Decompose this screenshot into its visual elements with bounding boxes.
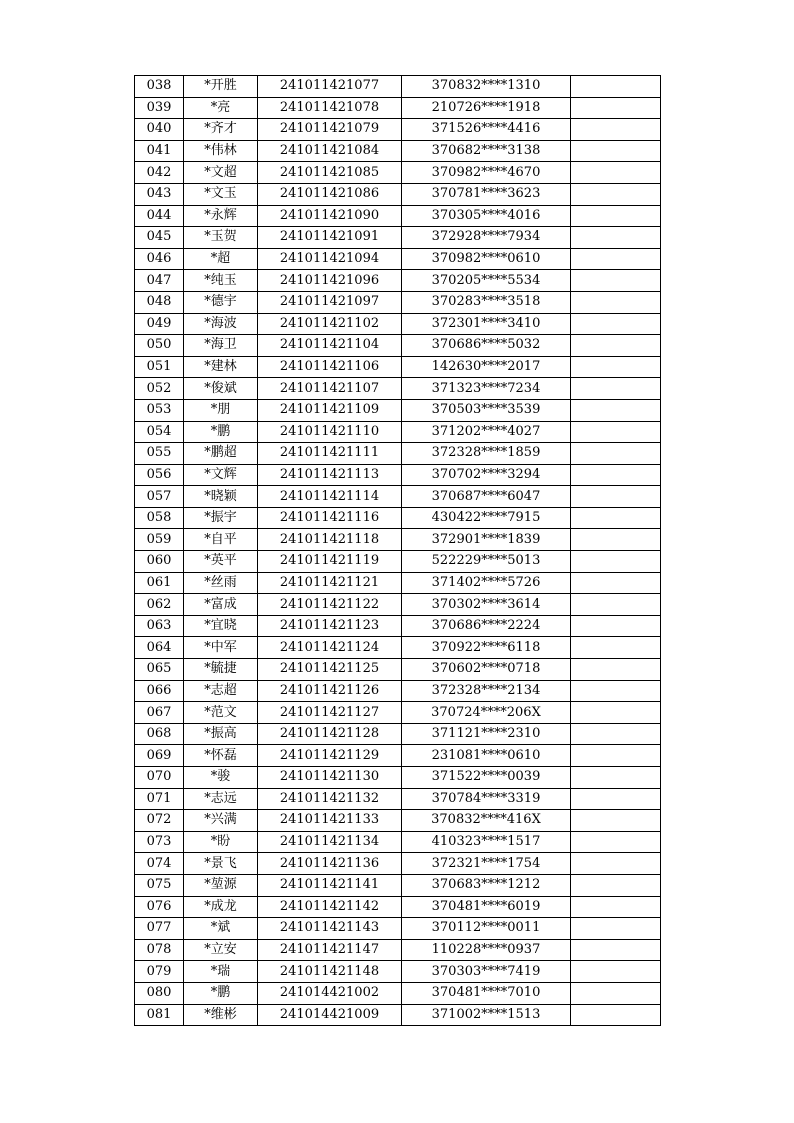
id-card-cell: 370205****5534 [402,270,571,292]
remark-cell [571,399,661,421]
id-card-cell: 370503****3539 [402,399,571,421]
name-cell: *海卫 [184,335,258,357]
remark-cell [571,896,661,918]
serial-number-cell: 064 [135,637,184,659]
remark-cell [571,378,661,400]
remark-cell [571,443,661,465]
serial-number-cell: 056 [135,464,184,486]
remark-cell [571,572,661,594]
remark-cell [571,464,661,486]
exam-id-cell: 241011421128 [258,723,402,745]
table-row [135,162,661,184]
table-row [135,76,661,98]
serial-number-cell: 079 [135,961,184,983]
remark-cell [571,874,661,896]
name-cell: *怀磊 [184,745,258,767]
serial-number-cell: 041 [135,140,184,162]
serial-number-cell: 061 [135,572,184,594]
exam-id-cell: 241011421090 [258,205,402,227]
remark-cell [571,119,661,141]
table-row [135,486,661,508]
table-row [135,896,661,918]
remark-cell [571,162,661,184]
name-cell: *超 [184,248,258,270]
serial-number-cell: 062 [135,594,184,616]
table-row [135,356,661,378]
remark-cell [571,702,661,724]
id-card-cell: 371323****7234 [402,378,571,400]
name-cell: *骏 [184,767,258,789]
exam-id-cell: 241011421126 [258,680,402,702]
name-cell: *立安 [184,939,258,961]
id-card-cell: 370302****3614 [402,594,571,616]
exam-id-cell: 241011421091 [258,227,402,249]
exam-id-cell: 241011421122 [258,594,402,616]
exam-id-cell: 241011421142 [258,896,402,918]
exam-id-cell: 241011421123 [258,615,402,637]
name-cell: *玉贺 [184,227,258,249]
name-cell: *盼 [184,831,258,853]
id-card-cell: 370481****6019 [402,896,571,918]
id-card-cell: 370832****1310 [402,76,571,98]
id-card-cell: 430422****7915 [402,507,571,529]
remark-cell [571,637,661,659]
table-row [135,248,661,270]
serial-number-cell: 073 [135,831,184,853]
id-card-cell: 370702****3294 [402,464,571,486]
id-card-cell: 370283****3518 [402,291,571,313]
id-card-cell: 370305****4016 [402,205,571,227]
remark-cell [571,853,661,875]
table-row [135,637,661,659]
name-cell: *伟林 [184,140,258,162]
remark-cell [571,291,661,313]
serial-number-cell: 080 [135,982,184,1004]
serial-number-cell: 067 [135,702,184,724]
id-card-cell: 110228****0937 [402,939,571,961]
serial-number-cell: 040 [135,119,184,141]
id-card-cell: 372901****1839 [402,529,571,551]
table-row [135,918,661,940]
table-row [135,982,661,1004]
id-card-cell: 370922****6118 [402,637,571,659]
id-card-cell: 370682****3138 [402,140,571,162]
serial-number-cell: 048 [135,291,184,313]
id-card-cell: 370481****7010 [402,982,571,1004]
id-card-cell: 370982****4670 [402,162,571,184]
id-card-cell: 370686****2224 [402,615,571,637]
serial-number-cell: 058 [135,507,184,529]
name-cell: *志超 [184,680,258,702]
id-card-cell: 370602****0718 [402,659,571,681]
serial-number-cell: 051 [135,356,184,378]
id-card-cell: 142630****2017 [402,356,571,378]
exam-id-cell: 241011421104 [258,335,402,357]
exam-id-cell: 241011421141 [258,874,402,896]
id-card-cell: 370832****416X [402,810,571,832]
exam-id-cell: 241011421124 [258,637,402,659]
exam-id-cell: 241011421121 [258,572,402,594]
remark-cell [571,248,661,270]
name-cell: *亮 [184,97,258,119]
exam-id-cell: 241011421134 [258,831,402,853]
exam-id-cell: 241011421133 [258,810,402,832]
name-cell: *文超 [184,162,258,184]
name-cell: *文玉 [184,183,258,205]
serial-number-cell: 047 [135,270,184,292]
name-cell: *兴满 [184,810,258,832]
exam-id-cell: 241011421143 [258,918,402,940]
remark-cell [571,140,661,162]
name-cell: *开胜 [184,76,258,98]
remark-cell [571,723,661,745]
name-cell: *永辉 [184,205,258,227]
exam-id-cell: 241011421107 [258,378,402,400]
id-card-cell: 370784****3319 [402,788,571,810]
table-row [135,270,661,292]
id-card-cell: 371002****1513 [402,1004,571,1026]
exam-id-cell: 241011421119 [258,551,402,573]
remark-cell [571,97,661,119]
exam-id-cell: 241011421106 [258,356,402,378]
exam-id-cell: 241011421125 [258,659,402,681]
exam-id-cell: 241011421110 [258,421,402,443]
id-card-cell: 371202****4027 [402,421,571,443]
remark-cell [571,507,661,529]
name-cell: *振高 [184,723,258,745]
exam-id-cell: 241011421130 [258,767,402,789]
table-row [135,551,661,573]
exam-id-cell: 241014421002 [258,982,402,1004]
table-row [135,529,661,551]
serial-number-cell: 038 [135,76,184,98]
serial-number-cell: 065 [135,659,184,681]
name-cell: *文辉 [184,464,258,486]
name-cell: *建林 [184,356,258,378]
id-card-cell: 372328****2134 [402,680,571,702]
serial-number-cell: 052 [135,378,184,400]
exam-id-cell: 241011421113 [258,464,402,486]
id-card-cell: 371526****4416 [402,119,571,141]
serial-number-cell: 070 [135,767,184,789]
table-row [135,767,661,789]
name-cell: *俊斌 [184,378,258,400]
id-card-cell: 370724****206X [402,702,571,724]
serial-number-cell: 049 [135,313,184,335]
remark-cell [571,615,661,637]
id-card-cell: 370982****0610 [402,248,571,270]
table-row [135,745,661,767]
serial-number-cell: 042 [135,162,184,184]
serial-number-cell: 050 [135,335,184,357]
exam-id-cell: 241011421147 [258,939,402,961]
remark-cell [571,486,661,508]
table-row [135,680,661,702]
remark-cell [571,421,661,443]
remark-cell [571,270,661,292]
exam-id-cell: 241014421009 [258,1004,402,1026]
id-card-cell: 370781****3623 [402,183,571,205]
name-cell: *瑞 [184,961,258,983]
serial-number-cell: 063 [135,615,184,637]
id-card-cell: 370303****7419 [402,961,571,983]
roster-table [134,75,661,1026]
serial-number-cell: 045 [135,227,184,249]
exam-id-cell: 241011421116 [258,507,402,529]
id-card-cell: 372301****3410 [402,313,571,335]
remark-cell [571,335,661,357]
exam-id-cell: 241011421109 [258,399,402,421]
table-row [135,335,661,357]
name-cell: *朋 [184,399,258,421]
id-card-cell: 372328****1859 [402,443,571,465]
serial-number-cell: 044 [135,205,184,227]
remark-cell [571,918,661,940]
table-row [135,464,661,486]
name-cell: *景飞 [184,853,258,875]
exam-id-cell: 241011421094 [258,248,402,270]
name-cell: *毓捷 [184,659,258,681]
name-cell: *富成 [184,594,258,616]
serial-number-cell: 074 [135,853,184,875]
name-cell: *宜晓 [184,615,258,637]
name-cell: *范文 [184,702,258,724]
table-row [135,140,661,162]
remark-cell [571,313,661,335]
name-cell: *英平 [184,551,258,573]
serial-number-cell: 043 [135,183,184,205]
exam-id-cell: 241011421077 [258,76,402,98]
name-cell: *丝雨 [184,572,258,594]
remark-cell [571,745,661,767]
exam-id-cell: 241011421129 [258,745,402,767]
name-cell: *纯玉 [184,270,258,292]
exam-id-cell: 241011421111 [258,443,402,465]
table-row [135,831,661,853]
remark-cell [571,659,661,681]
exam-id-cell: 241011421084 [258,140,402,162]
name-cell: *自平 [184,529,258,551]
id-card-cell: 370687****6047 [402,486,571,508]
remark-cell [571,529,661,551]
table-row [135,788,661,810]
name-cell: *鹏超 [184,443,258,465]
exam-id-cell: 241011421078 [258,97,402,119]
name-cell: *维彬 [184,1004,258,1026]
name-cell: *德宇 [184,291,258,313]
remark-cell [571,205,661,227]
serial-number-cell: 081 [135,1004,184,1026]
roster-table-body [135,76,661,1026]
name-cell: *中军 [184,637,258,659]
id-card-cell: 522229****5013 [402,551,571,573]
table-row [135,810,661,832]
id-card-cell: 370683****1212 [402,874,571,896]
serial-number-cell: 068 [135,723,184,745]
table-row [135,1004,661,1026]
name-cell: *斌 [184,918,258,940]
remark-cell [571,76,661,98]
serial-number-cell: 066 [135,680,184,702]
serial-number-cell: 069 [135,745,184,767]
name-cell: *齐才 [184,119,258,141]
table-row [135,939,661,961]
remark-cell [571,594,661,616]
name-cell: *晓颖 [184,486,258,508]
table-row [135,291,661,313]
table-row [135,205,661,227]
table-row [135,615,661,637]
exam-id-cell: 241011421097 [258,291,402,313]
exam-id-cell: 241011421132 [258,788,402,810]
exam-id-cell: 241011421148 [258,961,402,983]
table-row [135,313,661,335]
table-row [135,227,661,249]
table-row [135,507,661,529]
name-cell: *鹏 [184,421,258,443]
serial-number-cell: 071 [135,788,184,810]
remark-cell [571,1004,661,1026]
table-row [135,961,661,983]
name-cell: *鹏 [184,982,258,1004]
id-card-cell: 372928****7934 [402,227,571,249]
serial-number-cell: 039 [135,97,184,119]
exam-id-cell: 241011421079 [258,119,402,141]
table-row [135,119,661,141]
name-cell: *堃源 [184,874,258,896]
serial-number-cell: 060 [135,551,184,573]
exam-id-cell: 241011421118 [258,529,402,551]
id-card-cell: 371402****5726 [402,572,571,594]
id-card-cell: 231081****0610 [402,745,571,767]
exam-id-cell: 241011421127 [258,702,402,724]
table-row [135,702,661,724]
serial-number-cell: 072 [135,810,184,832]
table-row [135,659,661,681]
table-row [135,572,661,594]
table-row [135,853,661,875]
table-row [135,421,661,443]
serial-number-cell: 054 [135,421,184,443]
remark-cell [571,356,661,378]
id-card-cell: 372321****1754 [402,853,571,875]
remark-cell [571,551,661,573]
name-cell: *志远 [184,788,258,810]
serial-number-cell: 053 [135,399,184,421]
exam-id-cell: 241011421136 [258,853,402,875]
table-row [135,399,661,421]
serial-number-cell: 078 [135,939,184,961]
serial-number-cell: 077 [135,918,184,940]
remark-cell [571,680,661,702]
id-card-cell: 371522****0039 [402,767,571,789]
name-cell: *成龙 [184,896,258,918]
remark-cell [571,767,661,789]
table-row [135,183,661,205]
remark-cell [571,227,661,249]
remark-cell [571,939,661,961]
remark-cell [571,183,661,205]
name-cell: *海波 [184,313,258,335]
table-row [135,723,661,745]
id-card-cell: 410323****1517 [402,831,571,853]
table-row [135,378,661,400]
remark-cell [571,961,661,983]
serial-number-cell: 057 [135,486,184,508]
id-card-cell: 210726****1918 [402,97,571,119]
table-row [135,874,661,896]
table-row [135,97,661,119]
serial-number-cell: 075 [135,874,184,896]
id-card-cell: 370112****0011 [402,918,571,940]
serial-number-cell: 076 [135,896,184,918]
table-row [135,443,661,465]
remark-cell [571,788,661,810]
serial-number-cell: 059 [135,529,184,551]
exam-id-cell: 241011421102 [258,313,402,335]
table-row [135,594,661,616]
exam-id-cell: 241011421114 [258,486,402,508]
serial-number-cell: 046 [135,248,184,270]
exam-id-cell: 241011421086 [258,183,402,205]
remark-cell [571,810,661,832]
id-card-cell: 370686****5032 [402,335,571,357]
remark-cell [571,831,661,853]
exam-id-cell: 241011421085 [258,162,402,184]
exam-id-cell: 241011421096 [258,270,402,292]
name-cell: *振宇 [184,507,258,529]
remark-cell [571,982,661,1004]
serial-number-cell: 055 [135,443,184,465]
id-card-cell: 371121****2310 [402,723,571,745]
